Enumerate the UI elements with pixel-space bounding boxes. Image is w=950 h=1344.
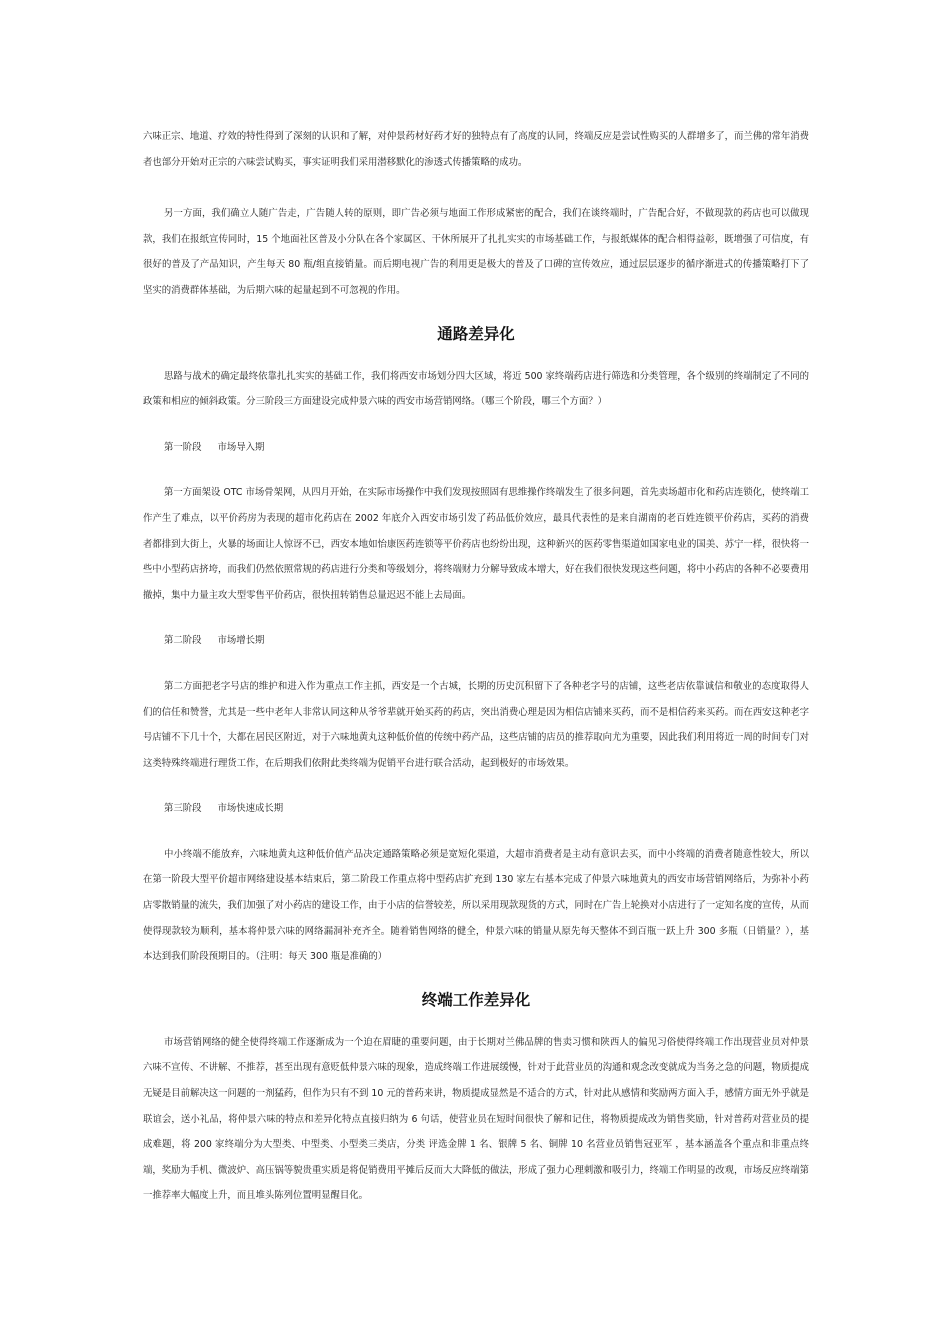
stage-name: 第二阶段	[164, 635, 202, 647]
stage-title: 市场快速成长期	[217, 803, 284, 815]
stage-label-3	[143, 796, 809, 822]
paragraph: 市场营销网络的健全使得终端工作逐渐成为一个迫在眉睫的重要问题，由于长期对兰佛品牌的售卖习惯和陕西人的偏见习俗使得终端工作出现营业员对仲景六味不宣传、不讲解、不推荐，甚至出现有意贬低仲景六味的现象，造成终端工作进展缓慢，针对于此营业员的沟通和观念改变就成为当务之急的问题，物质提成无疑是目前解决这一问题的一剂猛药，但作为只有不到 10 元的普药来讲，物质提成显然是不适合的方式，针对此从感情和奖励两方面入手，感情方面无外乎就是联谊会，送小礼品，将仲景六味的特点和差异化特点直接归纳为 6 句话，使营业员在短时间很快了解和记住，将物质提成改为销售奖励，针对普药对营业员的提成难题，将 200 家终端分为大型类、中型类、小型类三类店，分类 评选金牌 1 名、银牌 5 名、铜牌 10 名营业员销售冠亚军 ，基本涵盖各个重点和非重点终端，奖励为手机、微波炉、高压锅等貌贵重实质是将促销费用平摊后反而大大降低的做法，形成了强力心理刺激和吸引力，终端工作明显的改观，市场反应终端第一推荐率大幅度上升，而且堆头陈列位置明显醒目化。	[143, 1036, 809, 1202]
stage-title: 市场导入期	[217, 441, 265, 453]
paragraph: 第一方面架设 OTC 市场骨架网，从四月开始，在实际市场操作中我们发现按照固有思维操作终端发生了很多问题，首先卖场超市化和药店连锁化，使终端工作产生了难点，以平价药房为表现的超市化药店在 2002 年底介入西安市场引发了药品低价效应，最具代表性的是来自湖南的老百姓连锁平价药店，买药的消费者都排到大街上，火暴的场面让人惊讶不已，西安本地如怡康医药连锁等平价药店也纷纷出现，这种新兴的医药零售渠道如国家电业的国美、苏宁一样，很快将一些中小型药店挤垮，而我们仍然依照常规的药店进行分类和等级划分，将终端财力分解导致成本增大，好在我们很快发现这些问题，将中小药店的各种不必要费用撤掉，集中力量主攻大型零售平价药店，很快扭转销售总量迟迟不能上去局面。	[143, 487, 809, 601]
paragraph: 中小终端不能放弃，六味地黄丸这种低价值产品决定通路策略必须是宽短化渠道，大超市消费者是主动有意识去买，而中小终端的消费者随意性较大，所以在第一阶段大型平价超市网络建设基本结束后，第二阶段工作重点将中型药店扩充到 130 家左右基本完成了仲景六味地黄丸的西安市场营销网络后，为弥补小药店零散销量的流失，我们加强了对小药店的建设工作，由于小店的信誉较差，所以采用现款现货的方式，同时在广告上轮换对小店进行了一定知名度的宣传，从而使得现款较为顺利，基本将仲景六味的网络漏洞补充齐全。随着销售网络的健全，仲景六味的销量从原先每天整体不到百瓶一跃上升 300 多瓶（日销量？），基本达到我们阶段预期目的。（注明：每天 300 瓶是准确的）	[143, 848, 809, 963]
paragraph: 另一方面，我们确立人随广告走，广告随人转的原则，即广告必须与地面工作形成紧密的配合，我们在谈终端时，广告配合好，不做现款的药店也可以做现款，我们在报纸宣传同时，15 个地面社区普及小分队在各个家属区、干休所展开了扎扎实实的市场基础工作，与报纸媒体的配合相得益彰，既增强了可信度，有很好的普及了产品知识，产生每天 80 瓶/组直接销量。而后期电视广告的利用更是极大的普及了口碑的宣传效应，通过层层逐步的循序渐进式的传播策略打下了坚实的消费群体基础，为后期六味的起量起到不可忽视的作用。	[143, 208, 809, 296]
paragraph: 六味正宗、地道、疗效的特性得到了深刻的认识和了解，对仲景药材好药才好的独特点有了高度的认同，终端反应是尝试性购买的人群增多了，而兰佛的常年消费者也部分开始对正宗的六味尝试购买，事实证明我们采用潜移默化的渗透式传播策略的成功。	[143, 131, 809, 168]
section-heading-terminal: 终端工作差异化	[421, 990, 531, 1009]
paragraph: 第二方面把老字号店的维护和进入作为重点工作主抓，西安是一个古城，长期的历史沉积留下了各种老字号的店铺，这些老店依靠诚信和敬业的态度取得人们的信任和赞誉，尤其是一些中老年人非常认同这种从爷爷辈就开始买药的药店，突出消费心理是因为相信店铺来买药，而不是相信药来买药。而在西安这种老字号店铺不下几十个，大都在居民区附近，对于六味地黄丸这种低价值的传统中药产品，这些店铺的店员的推荐取向尤为重要，因此我们利用将近一周的时间专门对这类特殊终端进行理货工作，在后期我们依附此类终端为促销平台进行联合活动，起到极好的市场效果。	[143, 680, 809, 769]
stage-label-2	[143, 628, 809, 654]
stage-name: 第一阶段	[164, 441, 202, 453]
paragraph: 思路与战术的确定最终依靠扎扎实实的基础工作，我们将西安市场划分四大区域，将近 500 家终端药店进行筛选和分类管理，各个级别的终端制定了不同的政策和相应的倾斜政策。分三阶段三方面建设完成仲景六味的西安市场营销网络。（哪三个阶段，哪三个方面？）	[143, 370, 809, 408]
document-body	[143, 124, 809, 1209]
stage-name: 第三阶段	[164, 803, 202, 815]
section-heading-channel: 通路差异化	[437, 324, 515, 343]
stage-title: 市场增长期	[217, 635, 265, 647]
stage-label-1	[143, 435, 809, 461]
